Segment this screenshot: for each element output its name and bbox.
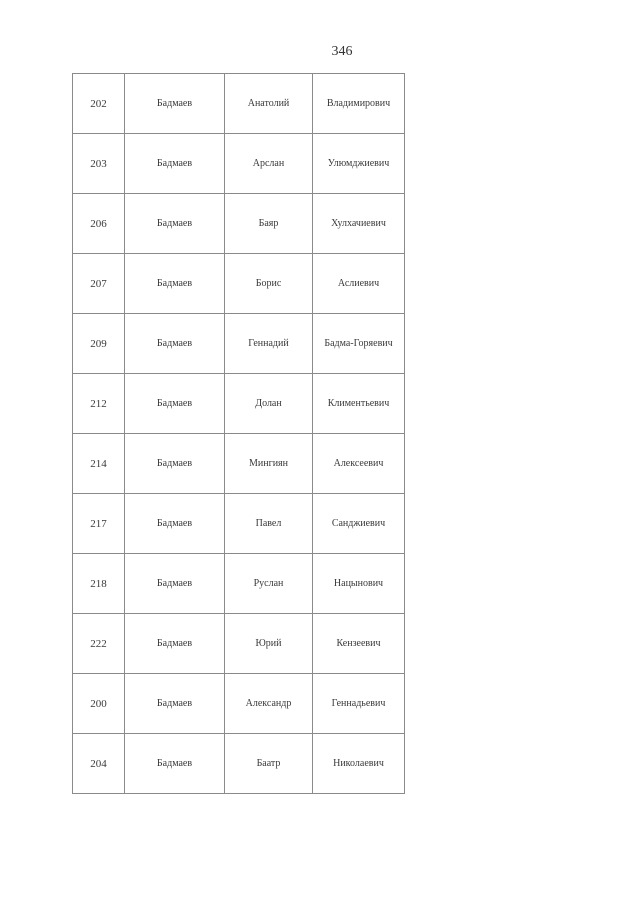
last-name-cell: Бадмаев (125, 674, 225, 734)
patronymic-cell: Хулхачиевич (313, 194, 405, 254)
first-name-cell: Арслан (225, 134, 313, 194)
row-number-cell: 222 (73, 614, 125, 674)
table-row (73, 374, 405, 434)
table-row (73, 494, 405, 554)
table-row (73, 674, 405, 734)
last-name-cell: Бадмаев (125, 554, 225, 614)
first-name-cell: Анатолий (225, 74, 313, 134)
row-number-cell: 212 (73, 374, 125, 434)
table-row (73, 434, 405, 494)
roster-table (72, 73, 405, 794)
patronymic-cell: Улюмджиевич (313, 134, 405, 194)
patronymic-cell: Климентьевич (313, 374, 405, 434)
patronymic-cell: Санджиевич (313, 494, 405, 554)
first-name-cell: Геннадий (225, 314, 313, 374)
first-name-cell: Павел (225, 494, 313, 554)
last-name-cell: Бадмаев (125, 194, 225, 254)
first-name-cell: Юрий (225, 614, 313, 674)
table-row (73, 254, 405, 314)
row-number-cell: 218 (73, 554, 125, 614)
patronymic-cell: Бадма-Горяевич (313, 314, 405, 374)
row-number-cell: 202 (73, 74, 125, 134)
last-name-cell: Бадмаев (125, 314, 225, 374)
first-name-cell: Долан (225, 374, 313, 434)
last-name-cell: Бадмаев (125, 734, 225, 794)
patronymic-cell: Аслиевич (313, 254, 405, 314)
patronymic-cell: Алексеевич (313, 434, 405, 494)
row-number-cell: 200 (73, 674, 125, 734)
patronymic-cell: Геннадьевич (313, 674, 405, 734)
row-number-cell: 203 (73, 134, 125, 194)
table-row (73, 194, 405, 254)
first-name-cell: Баяр (225, 194, 313, 254)
row-number-cell: 207 (73, 254, 125, 314)
last-name-cell: Бадмаев (125, 74, 225, 134)
first-name-cell: Борис (225, 254, 313, 314)
table-row (73, 314, 405, 374)
last-name-cell: Бадмаев (125, 494, 225, 554)
last-name-cell: Бадмаев (125, 134, 225, 194)
last-name-cell: Бадмаев (125, 434, 225, 494)
table-row (73, 554, 405, 614)
page-number: 346 (331, 44, 353, 59)
row-number-cell: 214 (73, 434, 125, 494)
table-row (73, 734, 405, 794)
row-number-cell: 209 (73, 314, 125, 374)
last-name-cell: Бадмаев (125, 254, 225, 314)
first-name-cell: Александр (225, 674, 313, 734)
patronymic-cell: Нацынович (313, 554, 405, 614)
first-name-cell: Руслан (225, 554, 313, 614)
roster-table-body (73, 74, 405, 794)
table-row (73, 614, 405, 674)
last-name-cell: Бадмаев (125, 374, 225, 434)
patronymic-cell: Николаевич (313, 734, 405, 794)
table-row (73, 74, 405, 134)
last-name-cell: Бадмаев (125, 614, 225, 674)
first-name-cell: Мингиян (225, 434, 313, 494)
patronymic-cell: Владимирович (313, 74, 405, 134)
first-name-cell: Баатр (225, 734, 313, 794)
row-number-cell: 206 (73, 194, 125, 254)
patronymic-cell: Кензеевич (313, 614, 405, 674)
row-number-cell: 217 (73, 494, 125, 554)
row-number-cell: 204 (73, 734, 125, 794)
table-row (73, 134, 405, 194)
